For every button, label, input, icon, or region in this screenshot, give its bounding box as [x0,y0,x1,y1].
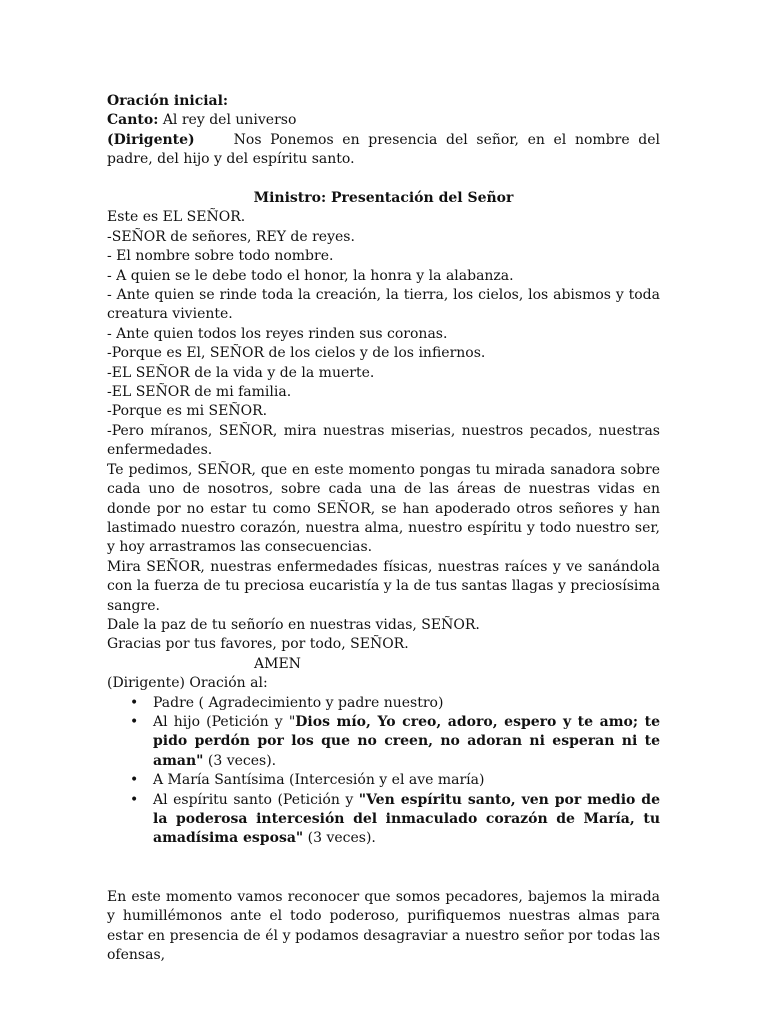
line-13: Dale la paz de tu señorío en nuestras vidas, SEÑOR. [107,616,480,633]
bullet-text: A María Santísima (Intercesión y el ave maría) [153,772,485,789]
bullet-tail: (3 veces). [303,830,376,847]
bullet-text: Al espíritu santo (Petición y [153,791,359,808]
oracion-inicial-heading: Oración inicial: [107,93,229,109]
section-title: Ministro: Presentación del Señor [253,190,514,207]
bullet-icon: • [130,772,139,789]
line-0: Este es EL SEÑOR. [107,209,246,226]
oracion-al-text: (Dirigente) Oración al: [107,675,268,692]
amen-text: AMEN [254,655,301,672]
canto-line [107,111,660,130]
line-2: - El nombre sobre todo nombre. [107,248,334,265]
line-4: - Ante quien se rinde toda la creación, la tierra, los cielos, los abismos y toda creatura viviente. [107,287,660,323]
line-14: Gracias por tus favores, por todo, SEÑOR. [107,636,409,653]
bullet-bold-prayer: Dios mío, Yo creo, adoro, espero y te amo; te pido perdón por los que no creen, no adoran ni esperan ni te aman" [153,713,660,769]
line-11: Te pedimos, SEÑOR, que en este momento pongas tu mirada sanadora sobre cada uno de nosotros, sobre cada una de las áreas de nuestras vidas en donde por no estar tu como SEÑOR, se han apoderado otros señores y han lastimado nuestro corazón, nuestra alma, nuestro espíritu y todo nuestro ser, y hoy arrastramos las consecuencias. [107,461,660,556]
bullet-item-espiritu [107,791,660,849]
dirigente-paragraph [107,131,660,170]
canto-label: Canto: [107,112,159,129]
line-6: -Porque es El, SEÑOR de los cielos y de los infiernos. [107,345,486,362]
bullet-item-hijo [107,713,660,771]
bullet-item-maria [107,771,660,790]
line-3: - A quien se le debe todo el honor, la honra y la alabanza. [107,267,514,284]
document-body [107,92,660,965]
closing-paragraph: En este momento vamos reconocer que somos pecadores, bajemos la mirada y humillémonos ante el todo poderoso, purifiquemos nuestras almas para estar en presencia de él y podamos desagraviar a nuestro señor por todas las ofensas, [107,888,660,964]
line-1: -SEÑOR de señores, REY de reyes. [107,228,355,245]
bullet-item-padre [107,694,660,713]
dirigente-label: (Dirigente) [107,131,195,148]
bullet-icon: • [130,694,139,711]
line-9: -Porque es mi SEÑOR. [107,403,268,420]
dirigente-text: Nos Ponemos en presencia del señor, en el nombre del padre, del hijo y del espíritu santo. [107,131,660,168]
line-7: -EL SEÑOR de la vida y de la muerte. [107,364,375,381]
bullet-text: Padre ( Agradecimiento y padre nuestro) [153,694,444,711]
bullet-bold-prayer: "Ven espíritu santo, ven por medio de la poderosa intercesión del inmaculado corazón de María, tu amadísima esposa" [153,791,660,847]
bullet-icon: • [130,713,139,730]
canto-text: Al rey del universo [158,112,297,129]
bullet-tail: (3 veces). [203,752,277,769]
line-12: Mira SEÑOR, nuestras enfermedades físicas, nuestras raíces y ve sanándola con la fuerza de tu preciosa eucaristía y la de tus santas llagas y preciosísima sangre. [107,558,660,614]
line-8: -EL SEÑOR de mi familia. [107,384,292,401]
line-10: -Pero míranos, SEÑOR, mira nuestras miserias, nuestros pecados, nuestras enfermedades. [107,422,660,459]
bullet-icon: • [130,791,139,808]
bullet-text: Al hijo (Petición y " [153,713,296,730]
line-5: - Ante quien todos los reyes rinden sus coronas. [107,325,448,342]
